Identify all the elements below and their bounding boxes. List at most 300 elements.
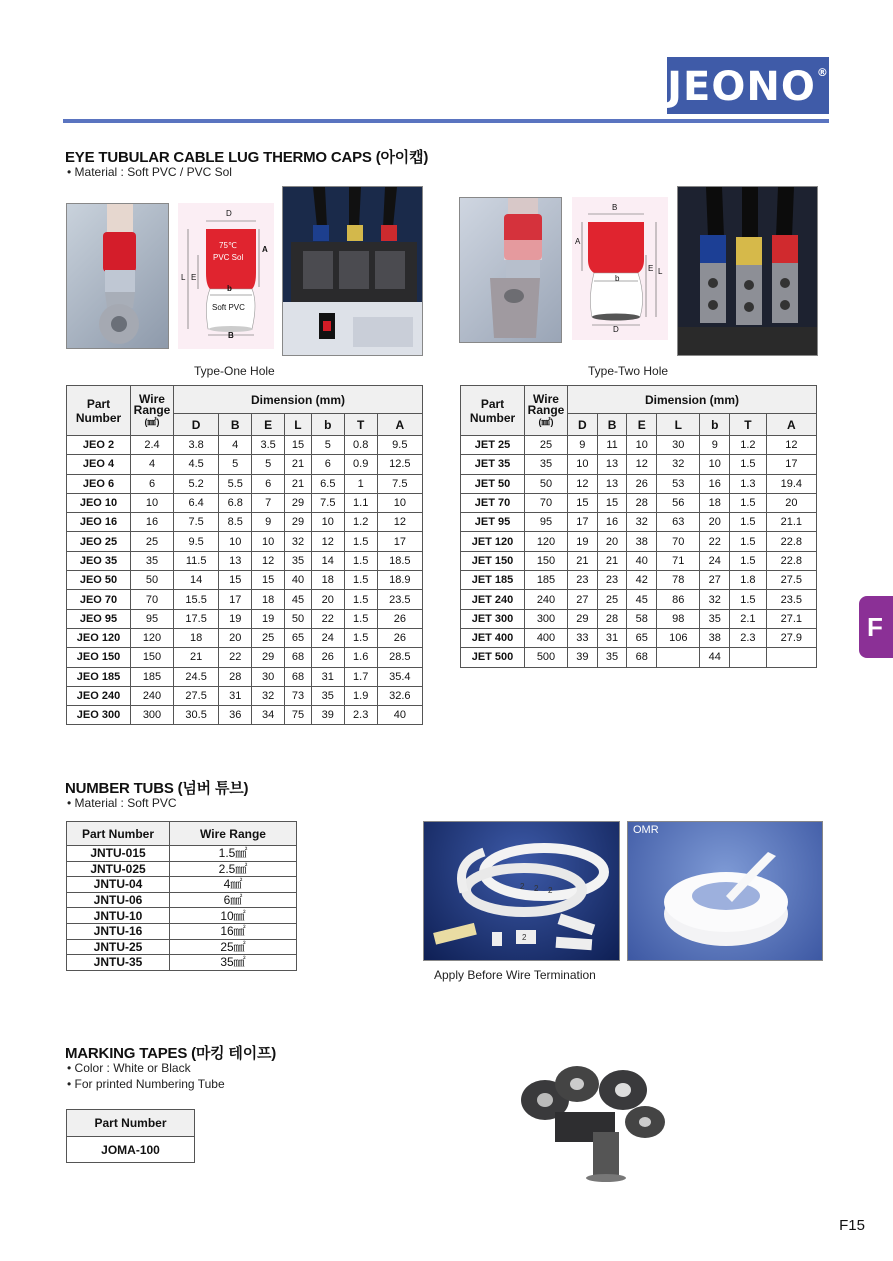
value-cell: 25 bbox=[597, 590, 627, 609]
value-cell: 31 bbox=[219, 686, 252, 705]
value-cell: 12.5 bbox=[377, 455, 422, 474]
value-cell: 6.8 bbox=[219, 493, 252, 512]
page-number: F15 bbox=[839, 1217, 865, 1234]
value-cell: 39 bbox=[311, 706, 344, 725]
value-cell: 27.1 bbox=[766, 609, 816, 628]
value-cell: 7.5 bbox=[174, 513, 219, 532]
part-number-cell: JET 500 bbox=[461, 648, 525, 667]
value-cell: 24.5 bbox=[174, 667, 219, 686]
dim2-label-l: L bbox=[658, 267, 663, 276]
table-row bbox=[67, 532, 423, 551]
value-cell: 30 bbox=[252, 667, 285, 686]
dim2-label-e: E bbox=[648, 264, 654, 273]
value-cell: 18 bbox=[700, 493, 730, 512]
value-cell: 1.5 bbox=[730, 590, 767, 609]
value-cell: 1 bbox=[344, 474, 377, 493]
value-cell: 13 bbox=[597, 455, 627, 474]
value-cell: 21 bbox=[174, 648, 219, 667]
tub-part-number-cell: JNTU-015 bbox=[67, 846, 170, 862]
table-row bbox=[461, 590, 817, 609]
value-cell: 12 bbox=[766, 436, 816, 455]
table-row bbox=[67, 493, 423, 512]
header-col-b-small: b bbox=[700, 414, 730, 436]
marking-part-value: JOMA-100 bbox=[67, 1137, 195, 1163]
value-cell: 26 bbox=[627, 474, 657, 493]
header-col-e: E bbox=[252, 414, 285, 436]
value-cell: 1.8 bbox=[730, 571, 767, 590]
value-cell: 32.6 bbox=[377, 686, 422, 705]
value-cell: 35.4 bbox=[377, 667, 422, 686]
value-cell: 17 bbox=[766, 455, 816, 474]
caption-apply-before: Apply Before Wire Termination bbox=[434, 968, 596, 982]
value-cell: 20 bbox=[311, 590, 344, 609]
section-material-eye-caps: • Material : Soft PVC / PVC Sol bbox=[67, 165, 232, 179]
photo-two-hole-lug bbox=[459, 197, 562, 343]
tub-wire-range-cell: 35㎟ bbox=[170, 955, 297, 971]
value-cell: 71 bbox=[657, 551, 700, 570]
value-cell: 45 bbox=[627, 590, 657, 609]
value-cell: 19 bbox=[568, 532, 598, 551]
dim2-label-b: B bbox=[612, 203, 618, 212]
value-cell: 15 bbox=[219, 571, 252, 590]
value-cell: 6 bbox=[131, 474, 174, 493]
value-cell: 65 bbox=[285, 628, 312, 647]
value-cell: 32 bbox=[700, 590, 730, 609]
value-cell: 40 bbox=[285, 571, 312, 590]
value-cell: 300 bbox=[131, 706, 174, 725]
value-cell: 19 bbox=[219, 609, 252, 628]
value-cell: 75 bbox=[285, 706, 312, 725]
table-row bbox=[67, 923, 297, 939]
table-row bbox=[67, 877, 297, 893]
value-cell: 70 bbox=[525, 493, 568, 512]
value-cell: 5 bbox=[252, 455, 285, 474]
value-cell: 1.5 bbox=[730, 551, 767, 570]
value-cell: 21 bbox=[568, 551, 598, 570]
value-cell: 16 bbox=[597, 513, 627, 532]
part-number-cell: JEO 240 bbox=[67, 686, 131, 705]
value-cell: 29 bbox=[252, 648, 285, 667]
value-cell: 18 bbox=[252, 590, 285, 609]
part-number-cell: JET 25 bbox=[461, 436, 525, 455]
table-row bbox=[461, 609, 817, 628]
value-cell: 30 bbox=[657, 436, 700, 455]
part-number-cell: JET 185 bbox=[461, 571, 525, 590]
dim-label-a: A bbox=[262, 245, 268, 254]
part-number-cell: JET 50 bbox=[461, 474, 525, 493]
section-material-number-tubs: • Material : Soft PVC bbox=[67, 796, 177, 810]
header-marking-part-number: Part Number bbox=[67, 1110, 195, 1137]
table-row bbox=[67, 590, 423, 609]
value-cell: 16 bbox=[700, 474, 730, 493]
value-cell: 120 bbox=[131, 628, 174, 647]
header-col-b-small: b bbox=[311, 414, 344, 436]
part-number-cell: JEO 95 bbox=[67, 609, 131, 628]
value-cell: 32 bbox=[252, 686, 285, 705]
value-cell: 30.5 bbox=[174, 706, 219, 725]
header-col-b: B bbox=[597, 414, 627, 436]
value-cell: 35 bbox=[525, 455, 568, 474]
table-row bbox=[461, 436, 817, 455]
value-cell: 10 bbox=[627, 436, 657, 455]
dim-label-d: D bbox=[226, 209, 232, 218]
value-cell: 35 bbox=[311, 686, 344, 705]
part-number-cell: JEO 4 bbox=[67, 455, 131, 474]
dim-label-e: E bbox=[191, 273, 197, 282]
table-row bbox=[461, 551, 817, 570]
photo-one-hole-lug bbox=[66, 203, 169, 349]
tub-wire-range-cell: 2.5㎟ bbox=[170, 861, 297, 877]
value-cell: 1.5 bbox=[344, 532, 377, 551]
table-row bbox=[67, 846, 297, 862]
value-cell: 20 bbox=[766, 493, 816, 512]
value-cell: 68 bbox=[285, 667, 312, 686]
value-cell: 35 bbox=[597, 648, 627, 667]
value-cell: 9 bbox=[700, 436, 730, 455]
value-cell: 10 bbox=[252, 532, 285, 551]
part-number-cell: JEO 35 bbox=[67, 551, 131, 570]
lugs-set-illustration bbox=[678, 187, 818, 356]
value-cell: 10 bbox=[219, 532, 252, 551]
value-cell: 240 bbox=[525, 590, 568, 609]
value-cell: 13 bbox=[219, 551, 252, 570]
coiled-tube-illustration bbox=[628, 822, 823, 961]
value-cell: 26 bbox=[311, 648, 344, 667]
part-number-cell: JET 400 bbox=[461, 628, 525, 647]
value-cell: 56 bbox=[657, 493, 700, 512]
tape-dispenser-illustration bbox=[505, 1052, 685, 1182]
dim-label-l: L bbox=[181, 273, 186, 282]
part-number-cell: JET 120 bbox=[461, 532, 525, 551]
table-row bbox=[67, 955, 297, 971]
value-cell: 15 bbox=[252, 571, 285, 590]
value-cell: 10 bbox=[131, 493, 174, 512]
value-cell: 98 bbox=[657, 609, 700, 628]
value-cell: 40 bbox=[627, 551, 657, 570]
value-cell: 14 bbox=[174, 571, 219, 590]
dim2-label-b-small: b bbox=[615, 274, 620, 283]
table-row bbox=[67, 436, 423, 455]
value-cell: 22 bbox=[311, 609, 344, 628]
value-cell: 9 bbox=[252, 513, 285, 532]
tube-mark-4: 2 bbox=[522, 933, 527, 942]
value-cell: 2.4 bbox=[131, 436, 174, 455]
soft-pvc-label: Soft PVC bbox=[212, 303, 245, 312]
value-cell: 0.8 bbox=[344, 436, 377, 455]
header-col-l: L bbox=[657, 414, 700, 436]
value-cell: 1.3 bbox=[730, 474, 767, 493]
value-cell: 25 bbox=[525, 436, 568, 455]
value-cell: 22.8 bbox=[766, 551, 816, 570]
tub-wire-range-cell: 25㎟ bbox=[170, 939, 297, 955]
value-cell: 7.5 bbox=[377, 474, 422, 493]
table-row bbox=[461, 648, 817, 667]
value-cell bbox=[766, 648, 816, 667]
header-col-e: E bbox=[627, 414, 657, 436]
header-dimension: Dimension (mm) bbox=[568, 386, 817, 414]
value-cell: 22 bbox=[219, 648, 252, 667]
value-cell: 15 bbox=[597, 493, 627, 512]
table-row bbox=[67, 939, 297, 955]
value-cell: 1.2 bbox=[730, 436, 767, 455]
cap-material-label: PVC Sol bbox=[213, 253, 244, 262]
section-title-eye-caps: EYE TUBULAR CABLE LUG THERMO CAPS (아이캡) bbox=[65, 149, 429, 166]
value-cell: 5.5 bbox=[219, 474, 252, 493]
value-cell: 20 bbox=[219, 628, 252, 647]
value-cell: 27 bbox=[568, 590, 598, 609]
dimension-table-two-hole bbox=[460, 385, 817, 668]
marking-tapes-color: • Color : White or Black bbox=[67, 1061, 191, 1075]
value-cell: 2.3 bbox=[730, 628, 767, 647]
part-number-cell: JEO 300 bbox=[67, 706, 131, 725]
header-col-b: B bbox=[219, 414, 252, 436]
tub-wire-range-cell: 4㎟ bbox=[170, 877, 297, 893]
value-cell: 25 bbox=[252, 628, 285, 647]
tub-wire-range-cell: 10㎟ bbox=[170, 908, 297, 924]
value-cell: 9.5 bbox=[377, 436, 422, 455]
table-row bbox=[67, 706, 423, 725]
table-row bbox=[67, 455, 423, 474]
value-cell: 1.5 bbox=[344, 551, 377, 570]
value-cell: 2.1 bbox=[730, 609, 767, 628]
value-cell: 18 bbox=[311, 571, 344, 590]
photo-marking-tape-dispenser bbox=[505, 1052, 685, 1182]
value-cell: 68 bbox=[285, 648, 312, 667]
value-cell: 14 bbox=[311, 551, 344, 570]
header-col-t: T bbox=[344, 414, 377, 436]
brand-logo bbox=[667, 57, 829, 114]
caption-type-one-hole: Type-One Hole bbox=[194, 364, 275, 378]
value-cell: 9.5 bbox=[174, 532, 219, 551]
value-cell: 27.9 bbox=[766, 628, 816, 647]
value-cell: 2.3 bbox=[344, 706, 377, 725]
table-row bbox=[461, 474, 817, 493]
value-cell: 11 bbox=[597, 436, 627, 455]
dimension-table-one-hole bbox=[66, 385, 423, 725]
marking-tapes-purpose: • For printed Numbering Tube bbox=[67, 1077, 225, 1091]
brand-name: JEONO bbox=[667, 63, 816, 110]
registered-mark: ® bbox=[816, 66, 829, 79]
value-cell bbox=[657, 648, 700, 667]
header-col-d: D bbox=[568, 414, 598, 436]
header-col-d: D bbox=[174, 414, 219, 436]
part-number-cell: JEO 150 bbox=[67, 648, 131, 667]
value-cell: 4.5 bbox=[174, 455, 219, 474]
value-cell: 9 bbox=[568, 436, 598, 455]
value-cell: 95 bbox=[525, 513, 568, 532]
value-cell: 35 bbox=[285, 551, 312, 570]
value-cell: 24 bbox=[700, 551, 730, 570]
photo-breaker-terminals bbox=[282, 186, 423, 356]
header-col-t: T bbox=[730, 414, 767, 436]
value-cell: 50 bbox=[285, 609, 312, 628]
value-cell: 20 bbox=[700, 513, 730, 532]
value-cell: 1.1 bbox=[344, 493, 377, 512]
value-cell: 34 bbox=[252, 706, 285, 725]
section-title-number-tubs: NUMBER TUBS (넘버 튜브) bbox=[65, 780, 249, 797]
table-row bbox=[67, 667, 423, 686]
value-cell: 19 bbox=[252, 609, 285, 628]
caption-type-two-hole: Type-Two Hole bbox=[588, 364, 669, 378]
value-cell: 32 bbox=[627, 513, 657, 532]
value-cell: 0.9 bbox=[344, 455, 377, 474]
value-cell: 86 bbox=[657, 590, 700, 609]
value-cell: 28 bbox=[219, 667, 252, 686]
table-row bbox=[67, 628, 423, 647]
value-cell: 13 bbox=[597, 474, 627, 493]
header-wire-range: Wire Range (㎟) bbox=[525, 386, 568, 436]
value-cell: 22.8 bbox=[766, 532, 816, 551]
value-cell: 50 bbox=[525, 474, 568, 493]
value-cell: 42 bbox=[627, 571, 657, 590]
cap-dimension-diagram-two bbox=[572, 197, 668, 340]
value-cell: 300 bbox=[525, 609, 568, 628]
value-cell: 10 bbox=[700, 455, 730, 474]
value-cell: 70 bbox=[657, 532, 700, 551]
value-cell: 12 bbox=[252, 551, 285, 570]
value-cell: 17 bbox=[377, 532, 422, 551]
part-number-cell: JEO 25 bbox=[67, 532, 131, 551]
table-row bbox=[461, 532, 817, 551]
table-row bbox=[67, 551, 423, 570]
number-tubs-table bbox=[66, 821, 297, 971]
value-cell: 63 bbox=[657, 513, 700, 532]
value-cell: 53 bbox=[657, 474, 700, 493]
value-cell: 12 bbox=[627, 455, 657, 474]
value-cell: 12 bbox=[311, 532, 344, 551]
part-number-cell: JET 70 bbox=[461, 493, 525, 512]
value-cell: 17 bbox=[568, 513, 598, 532]
part-number-cell: JEO 10 bbox=[67, 493, 131, 512]
value-cell: 26 bbox=[377, 609, 422, 628]
value-cell: 6 bbox=[311, 455, 344, 474]
value-cell: 120 bbox=[525, 532, 568, 551]
value-cell: 15 bbox=[568, 493, 598, 512]
value-cell: 15.5 bbox=[174, 590, 219, 609]
value-cell: 1.5 bbox=[730, 493, 767, 512]
value-cell: 1.5 bbox=[730, 532, 767, 551]
value-cell: 33 bbox=[568, 628, 598, 647]
value-cell: 28.5 bbox=[377, 648, 422, 667]
value-cell: 1.5 bbox=[344, 609, 377, 628]
value-cell: 4 bbox=[219, 436, 252, 455]
header-part-number: Part Number bbox=[67, 386, 131, 436]
table-row bbox=[461, 571, 817, 590]
value-cell: 40 bbox=[377, 706, 422, 725]
dim-label-b-small: b bbox=[227, 284, 232, 293]
part-number-cell: JEO 120 bbox=[67, 628, 131, 647]
tube-mark-1: 2 bbox=[520, 882, 525, 891]
value-cell: 95 bbox=[131, 609, 174, 628]
value-cell: 7.5 bbox=[311, 493, 344, 512]
value-cell: 16 bbox=[131, 513, 174, 532]
value-cell: 44 bbox=[700, 648, 730, 667]
value-cell: 10 bbox=[377, 493, 422, 512]
value-cell: 29 bbox=[285, 513, 312, 532]
value-cell: 1.5 bbox=[344, 590, 377, 609]
value-cell: 500 bbox=[525, 648, 568, 667]
value-cell: 26 bbox=[377, 628, 422, 647]
value-cell: 1.6 bbox=[344, 648, 377, 667]
part-number-cell: JET 95 bbox=[461, 513, 525, 532]
value-cell: 4 bbox=[131, 455, 174, 474]
value-cell: 50 bbox=[131, 571, 174, 590]
value-cell: 1.5 bbox=[344, 571, 377, 590]
value-cell: 32 bbox=[657, 455, 700, 474]
value-cell: 23.5 bbox=[377, 590, 422, 609]
table-row bbox=[67, 474, 423, 493]
tub-part-number-cell: JNTU-16 bbox=[67, 923, 170, 939]
value-cell: 23 bbox=[568, 571, 598, 590]
value-cell: 3.8 bbox=[174, 436, 219, 455]
value-cell: 1.2 bbox=[344, 513, 377, 532]
value-cell: 150 bbox=[525, 551, 568, 570]
section-title-marking-tapes: MARKING TAPES (마킹 테이프) bbox=[65, 1045, 277, 1062]
value-cell: 106 bbox=[657, 628, 700, 647]
table-row bbox=[67, 861, 297, 877]
value-cell: 1.9 bbox=[344, 686, 377, 705]
header-part-number: Part Number bbox=[461, 386, 525, 436]
header-tubs-wire-range: Wire Range bbox=[170, 822, 297, 846]
tube-mark-3: 2 bbox=[548, 886, 553, 895]
dim2-label-d: D bbox=[613, 325, 619, 334]
value-cell: 38 bbox=[627, 532, 657, 551]
part-number-cell: JET 150 bbox=[461, 551, 525, 570]
value-cell bbox=[730, 648, 767, 667]
value-cell: 17 bbox=[219, 590, 252, 609]
photo-two-hole-lugs-set bbox=[677, 186, 818, 356]
tub-part-number-cell: JNTU-25 bbox=[67, 939, 170, 955]
value-cell: 1.5 bbox=[344, 628, 377, 647]
value-cell: 6 bbox=[252, 474, 285, 493]
value-cell: 185 bbox=[525, 571, 568, 590]
section-tab-f: F bbox=[859, 596, 893, 658]
table-row bbox=[67, 513, 423, 532]
table-row bbox=[67, 648, 423, 667]
two-hole-lug-illustration bbox=[460, 198, 562, 343]
value-cell: 29 bbox=[285, 493, 312, 512]
value-cell: 21 bbox=[285, 474, 312, 493]
cap-temperature-label: 75℃ bbox=[219, 241, 237, 250]
value-cell: 18 bbox=[174, 628, 219, 647]
part-number-cell: JEO 16 bbox=[67, 513, 131, 532]
value-cell: 6.4 bbox=[174, 493, 219, 512]
value-cell: 400 bbox=[525, 628, 568, 647]
value-cell: 5 bbox=[311, 436, 344, 455]
header-tubs-part-number: Part Number bbox=[67, 822, 170, 846]
value-cell: 21.1 bbox=[766, 513, 816, 532]
part-number-cell: JEO 50 bbox=[67, 571, 131, 590]
diagram-one-hole-cap bbox=[178, 203, 274, 349]
header-col-l: L bbox=[285, 414, 312, 436]
value-cell: 12 bbox=[568, 474, 598, 493]
breaker-illustration bbox=[283, 187, 423, 356]
table-row bbox=[461, 493, 817, 512]
tub-part-number-cell: JNTU-06 bbox=[67, 892, 170, 908]
photo-coiled-tube bbox=[627, 821, 823, 961]
value-cell: 15 bbox=[285, 436, 312, 455]
value-cell: 38 bbox=[700, 628, 730, 647]
value-cell: 185 bbox=[131, 667, 174, 686]
header-dimension: Dimension (mm) bbox=[174, 386, 423, 414]
value-cell: 70 bbox=[131, 590, 174, 609]
value-cell: 32 bbox=[285, 532, 312, 551]
tub-wire-range-cell: 6㎟ bbox=[170, 892, 297, 908]
value-cell: 23.5 bbox=[766, 590, 816, 609]
value-cell: 10 bbox=[311, 513, 344, 532]
tub-wire-range-cell: 16㎟ bbox=[170, 923, 297, 939]
value-cell: 36 bbox=[219, 706, 252, 725]
